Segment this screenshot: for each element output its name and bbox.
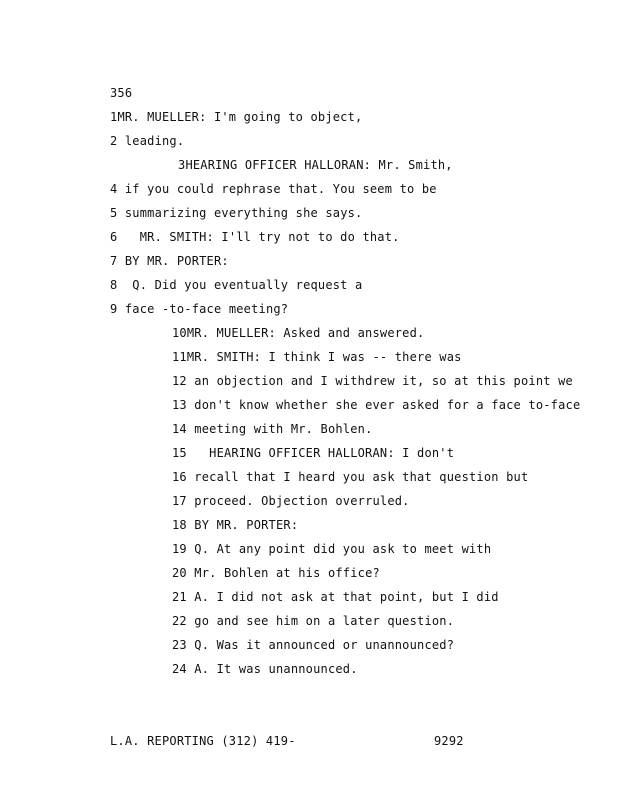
transcript-line-2 [110,134,184,148]
line-number-21: 21 [172,590,187,604]
line-number-10: 10 [172,326,187,340]
transcript-line-6 [110,230,400,244]
transcript-line-21 [172,590,499,604]
page-number: 356 [110,86,133,100]
transcript-line-11 [172,350,462,364]
line-number-5: 5 [110,206,118,220]
footer-phone-suffix: 9292 [434,734,464,748]
transcript-line-5 [110,206,362,220]
line-text-14: meeting with Mr. Bohlen. [194,422,373,436]
line-number-16: 16 [172,470,187,484]
line-number-15: 15 [172,446,187,460]
transcript-line-18 [172,518,298,532]
line-number-13: 13 [172,398,187,412]
line-text-22: go and see him on a later question. [194,614,455,628]
line-number-9: 9 [110,302,118,316]
line-text-24: A. It was unannounced. [194,662,358,676]
transcript-line-15 [172,446,454,460]
line-text-17: proceed. Objection overruled. [194,494,410,508]
line-text-23: Q. Was it announced or unannounced? [194,638,455,652]
transcript-line-4 [110,182,437,196]
line-text-7: BY MR. PORTER: [124,254,229,268]
line-number-24: 24 [172,662,187,676]
transcript-line-1 [110,110,362,124]
line-number-22: 22 [172,614,187,628]
line-text-9: face -to-face meeting? [124,302,289,316]
transcript-line-8 [110,278,362,292]
line-text-8: Q. Did you eventually request a [132,278,363,292]
transcript-line-22 [172,614,454,628]
line-number-18: 18 [172,518,187,532]
transcript-line-9 [110,302,288,316]
line-text-13: don't know whether she ever asked for a face to-face [194,398,581,412]
line-text-11: MR. SMITH: I think I was -- there was [186,350,462,364]
line-number-11: 11 [172,350,187,364]
line-number-20: 20 [172,566,187,580]
footer-reporting-phone: L.A. REPORTING (312) 419- [110,734,296,748]
transcript-line-13 [172,398,580,412]
line-text-3: HEARING OFFICER HALLORAN: Mr. Smith, [185,158,453,172]
line-text-5: summarizing everything she says. [124,206,363,220]
line-text-10: MR. MUELLER: Asked and answered. [186,326,425,340]
transcript-line-16 [172,470,528,484]
line-number-1: 1 [110,110,118,124]
line-number-2: 2 [110,134,118,148]
transcript-line-12 [172,374,573,388]
transcript-line-23 [172,638,454,652]
line-number-7: 7 [110,254,118,268]
line-number-6: 6 [110,230,118,244]
line-number-19: 19 [172,542,187,556]
line-number-17: 17 [172,494,187,508]
line-text-18: BY MR. PORTER: [194,518,299,532]
line-text-15: HEARING OFFICER HALLORAN: I don't [209,446,455,460]
line-text-20: Mr. Bohlen at his office? [194,566,380,580]
transcript-line-20 [172,566,380,580]
line-text-4: if you could rephrase that. You seem to be [124,182,437,196]
line-number-8: 8 [110,278,118,292]
transcript-line-7 [110,254,229,268]
line-text-12: an objection and I withdrew it, so at this point we [194,374,573,388]
line-text-16: recall that I heard you ask that question but [194,470,529,484]
line-text-21: A. I did not ask at that point, but I did [194,590,499,604]
transcript-line-24 [172,662,358,676]
line-text-19: Q. At any point did you ask to meet with [194,542,492,556]
transcript-line-14 [172,422,373,436]
line-text-1: MR. MUELLER: I'm going to object, [117,110,363,124]
line-text-2: leading. [124,134,185,148]
transcript-line-3 [178,158,453,172]
line-number-14: 14 [172,422,187,436]
transcript-line-19 [172,542,491,556]
line-number-4: 4 [110,182,118,196]
line-number-23: 23 [172,638,187,652]
line-number-3: 3 [178,158,186,172]
line-number-12: 12 [172,374,187,388]
transcript-line-10 [172,326,424,340]
line-text-6: MR. SMITH: I'll try not to do that. [139,230,400,244]
transcript-line-17 [172,494,410,508]
